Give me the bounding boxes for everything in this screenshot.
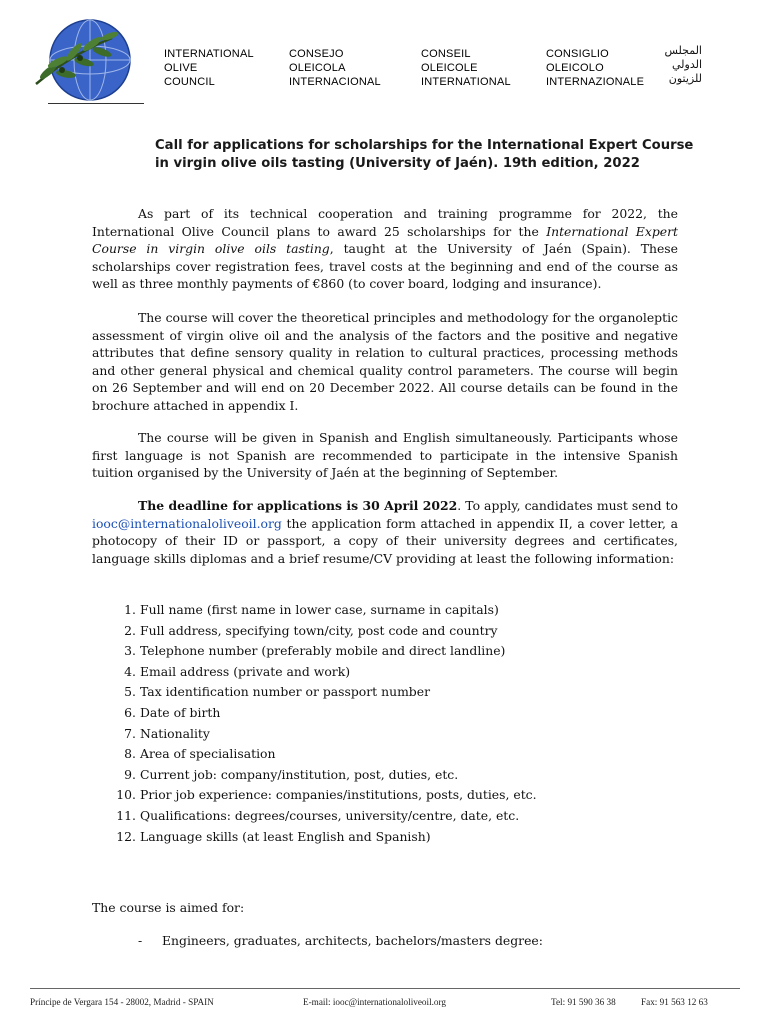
list-item: 1. Full name (first name in lower case, surname in capitals) [124,602,499,617]
footer-fax: Fax: 91 563 12 63 [641,997,708,1007]
list-item: 5. Tax identification number or passport number [124,684,430,700]
paragraph-course-content: The course will cover the theoretical principles and methodology for the organoleptic assessment of virgin olive oil and the analysis of the factors and the positive and negative attributes that define sensory quality in relation to cultural practices, processing methods and other general physical and chemical quality control parameters. The course will begin on 26 September and will end on 20 December 2022. All course details can be found in the brochure attached in appendix I. [92,310,678,413]
audience-bullet: - Engineers, graduates, architects, bachelors/masters degree: [138,933,543,948]
footer-email: E-mail: iooc@internationaloliveoil.org [303,997,447,1007]
list-item: 12. Language skills (at least English and Spanish) [116,828,431,844]
footer-telephone: Tel: 91 590 36 38 [551,997,616,1007]
list-item: 8. Area of specialisation [124,746,276,762]
header-arabic: المجلس الدولي للزيتون [664,44,702,85]
list-item: 6. Date of birth [124,704,221,720]
email-link[interactable]: iooc@internationaloliveoil.org [92,515,282,531]
header-italian: CONSIGLIO OLEICOLO INTERNAZIONALE [546,48,645,88]
list-item: 11. Qualifications: degrees/courses, university/centre, date, etc. [116,807,520,823]
paragraph-intro: As part of its technical cooperation and training programme for 2022, the International Olive Council plans to award 25 scholarships for the International Expert Course in virgin olive oils tasting, taught at the University of Jaén (Spain). These scholarships cover registration fees, travel costs at the beginning and end of the course as well as three monthly payments of €860 (to cover board, lodging and insurance). [92,206,678,291]
header-english: INTERNATIONAL OLIVE COUNCIL [164,48,254,88]
audience-heading: The course is aimed for: [92,900,245,915]
header-french: CONSEIL OLEICOLE INTERNATIONAL [421,48,511,88]
paragraph-deadline: The deadline for applications is 30 April 2022. To apply, candidates must send to iooc@internationaloliveoil.org the application form attached in appendix II, a cover letter, a photocopy of their ID or passport, a copy of their university degrees and certificates, language skills diplomas and a brief resume/CV providing at least the following information: [92,498,678,566]
header-divider [48,103,144,104]
list-item: 3. Telephone number (preferably mobile and direct landline) [124,643,506,659]
footer-address: Príncipe de Vergara 154 - 28002, Madrid - SPAIN [30,997,214,1007]
list-item: 7. Nationality [124,725,210,741]
paragraph-languages: The course will be given in Spanish and English simultaneously. Participants whose first language is not Spanish are recommended to participate in the intensive Spanish tuition organised by the University of Jaén at the beginning of September. [92,430,678,480]
list-item: 4. Email address (private and work) [124,663,351,679]
required-information-list [112,600,632,847]
list-item: 10. Prior job experience: companies/institutions, posts, duties, etc. [116,787,537,803]
letterhead [0,0,770,106]
list-item: 2. Full address, specifying town/city, post code and country [124,622,498,638]
footer-divider [30,988,740,989]
ioc-olive-globe-logo-icon [22,14,140,106]
header-spanish: CONSEJO OLEICOLA INTERNACIONAL [289,48,381,88]
list-item: 9. Current job: company/institution, post, duties, etc. [124,766,459,782]
document-title: Call for applications for scholarships for the International Expert Course in virgin olive oils tasting (University of Jaén). 19th edition, 2022 [155,138,694,171]
